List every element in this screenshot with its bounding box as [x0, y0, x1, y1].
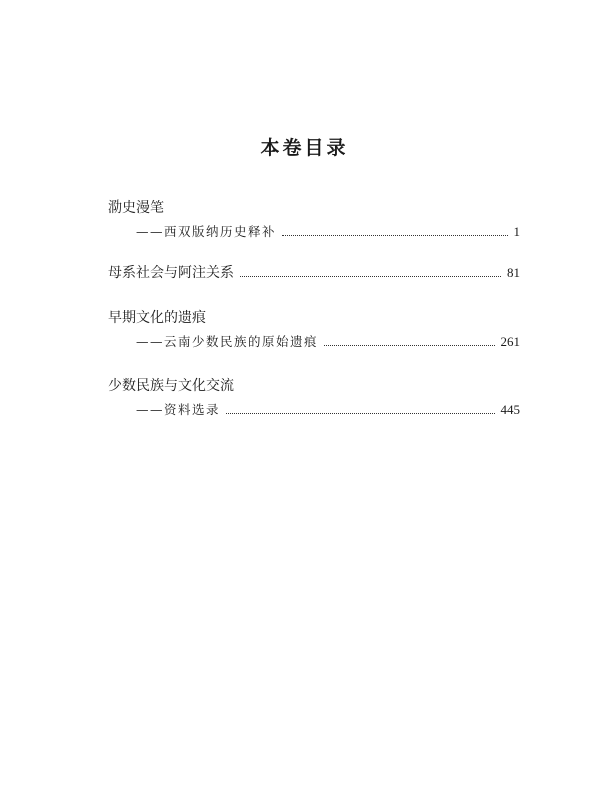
- toc-entry-heading: 母系社会与阿注关系: [108, 265, 234, 281]
- page-number: 81: [507, 265, 520, 280]
- toc-entry-heading: 少数民族与文化交流: [108, 378, 234, 394]
- toc-entry-subtitle: ——西双版纳历史释补: [136, 224, 277, 239]
- dot-leader: [282, 234, 507, 236]
- toc-entry-subtitle: ——云南少数民族的原始遗痕: [136, 334, 319, 349]
- dot-leader: [226, 412, 494, 414]
- page-title: 本卷目录: [260, 137, 349, 159]
- toc-entry-4: [108, 377, 520, 419]
- dot-leader: [324, 344, 494, 346]
- toc-entry-heading: 早期文化的遗痕: [108, 310, 206, 326]
- toc-entry-subtitle-row[interactable]: [108, 223, 520, 241]
- page-number: 261: [500, 334, 520, 349]
- toc-entry-heading: 泐史漫笔: [108, 200, 164, 216]
- page-number: 445: [500, 402, 520, 417]
- toc-entry-3: [108, 309, 520, 351]
- toc-entry-row[interactable]: [108, 264, 520, 282]
- toc-entry-2: [108, 264, 520, 282]
- toc-entry-1: [108, 199, 520, 241]
- toc-entry-subtitle-row[interactable]: [108, 401, 520, 419]
- page-number: 1: [513, 224, 520, 239]
- dot-leader: [240, 275, 501, 277]
- toc-entry-subtitle: ——资料选录: [136, 402, 221, 417]
- toc-entry-subtitle-row[interactable]: [108, 333, 520, 351]
